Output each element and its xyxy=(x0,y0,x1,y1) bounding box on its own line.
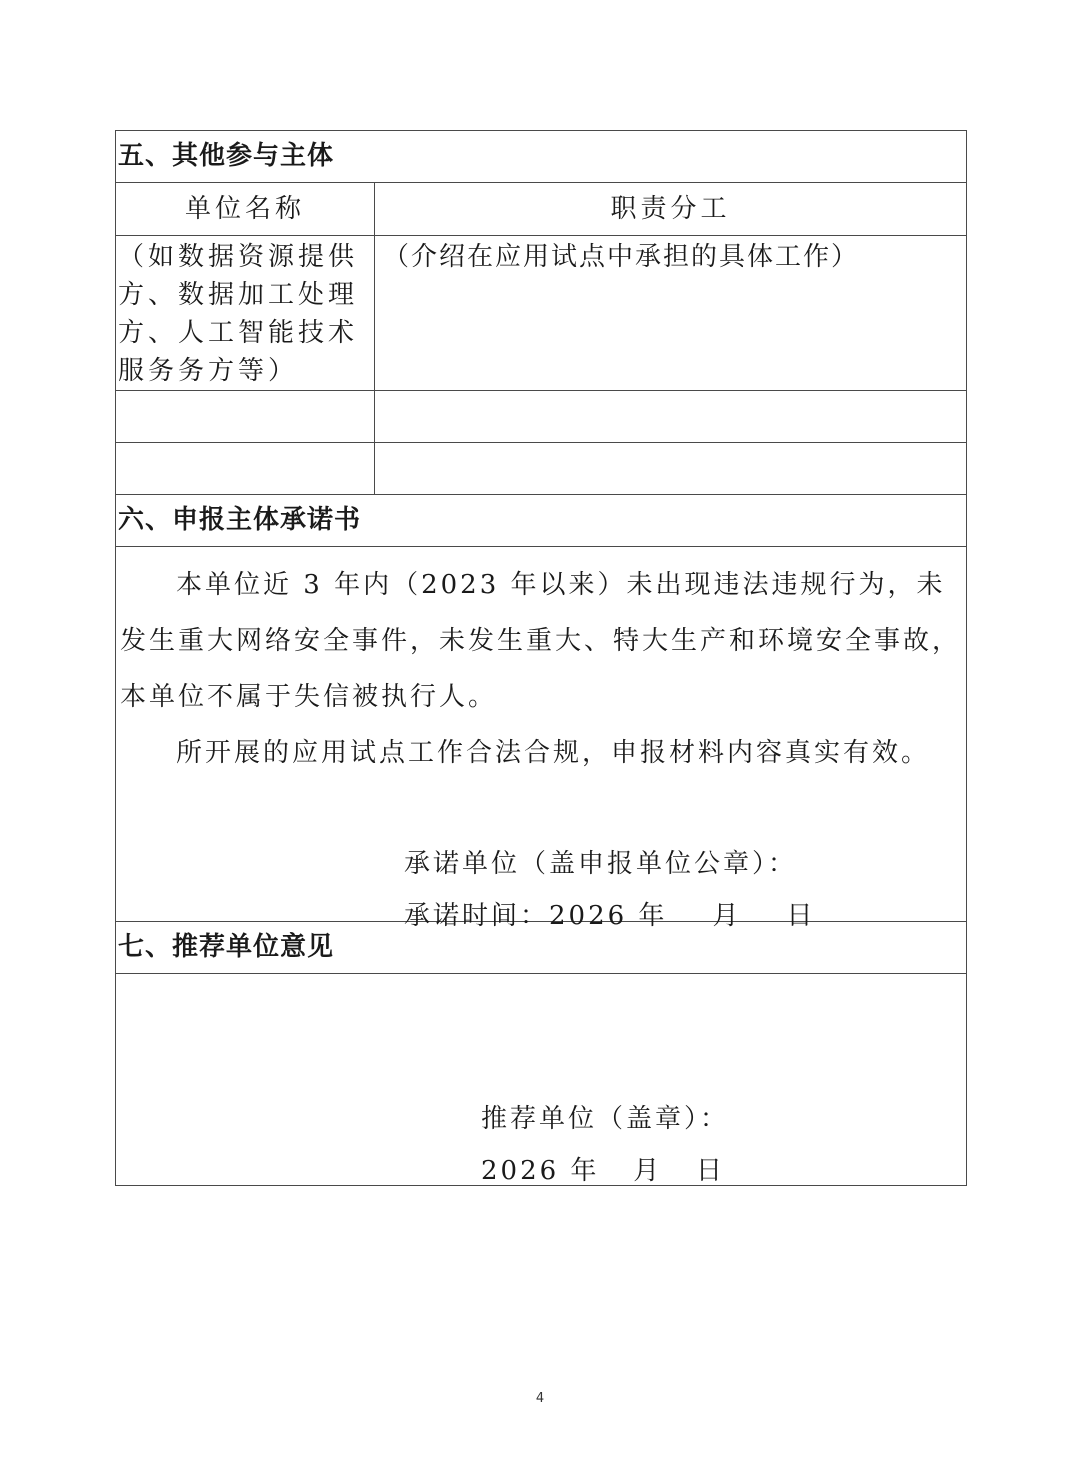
participants-column-header-row xyxy=(116,183,967,236)
recommendation-body-cell[interactable] xyxy=(116,974,967,1186)
participant-duties-cell-empty[interactable] xyxy=(375,443,967,495)
duties-column-header: 职责分工 xyxy=(375,183,967,236)
commitment-body-row xyxy=(116,547,967,922)
commitment-body-cell xyxy=(116,547,967,931)
section-five-title: 五、其他参与主体 xyxy=(116,131,967,183)
commitment-sign-unit: 承诺单位（盖申报单位公章）： xyxy=(404,849,798,879)
participant-duties-cell-empty[interactable] xyxy=(375,391,967,443)
participant-unit-cell-empty[interactable] xyxy=(116,443,375,495)
commitment-sign-date: 承诺时间：2026 年 月 日 xyxy=(404,901,816,931)
application-form-table xyxy=(115,130,967,1186)
recommendation-sign-unit: 推荐单位（盖章）： xyxy=(481,1104,730,1134)
section-five-header-row xyxy=(116,131,967,183)
recommendation-sign-date: 2026 年 月 日 xyxy=(481,1156,726,1186)
unit-name-note-cell[interactable]: （如数据资源提供方、数据加工处理方、人工智能技术服务务方等） xyxy=(116,236,375,391)
participant-unit-cell-empty[interactable] xyxy=(116,391,375,443)
duties-note-cell[interactable]: （介绍在应用试点中承担的具体工作） xyxy=(375,236,967,391)
section-six-title: 六、申报主体承诺书 xyxy=(116,495,967,547)
commitment-paragraph-2: 所开展的应用试点工作合法合规，申报材料内容真实有效。 xyxy=(176,738,931,768)
page-number: 4 xyxy=(535,1391,545,1406)
participant-empty-row xyxy=(116,443,967,495)
participants-note-row xyxy=(116,236,967,391)
recommendation-body-row xyxy=(116,974,967,1186)
section-seven-title: 七、推荐单位意见 xyxy=(116,922,967,974)
commitment-paragraph-1: 本单位近 3 年内（2023 年以来）未出现违法违规行为，未发生重大网络安全事件，未发生重大、特大生产和环境安全事故，本单位不属于失信被执行人。 xyxy=(120,570,962,712)
section-six-header-row xyxy=(116,495,967,547)
participant-empty-row xyxy=(116,391,967,443)
unit-name-column-header: 单位名称 xyxy=(116,183,375,236)
